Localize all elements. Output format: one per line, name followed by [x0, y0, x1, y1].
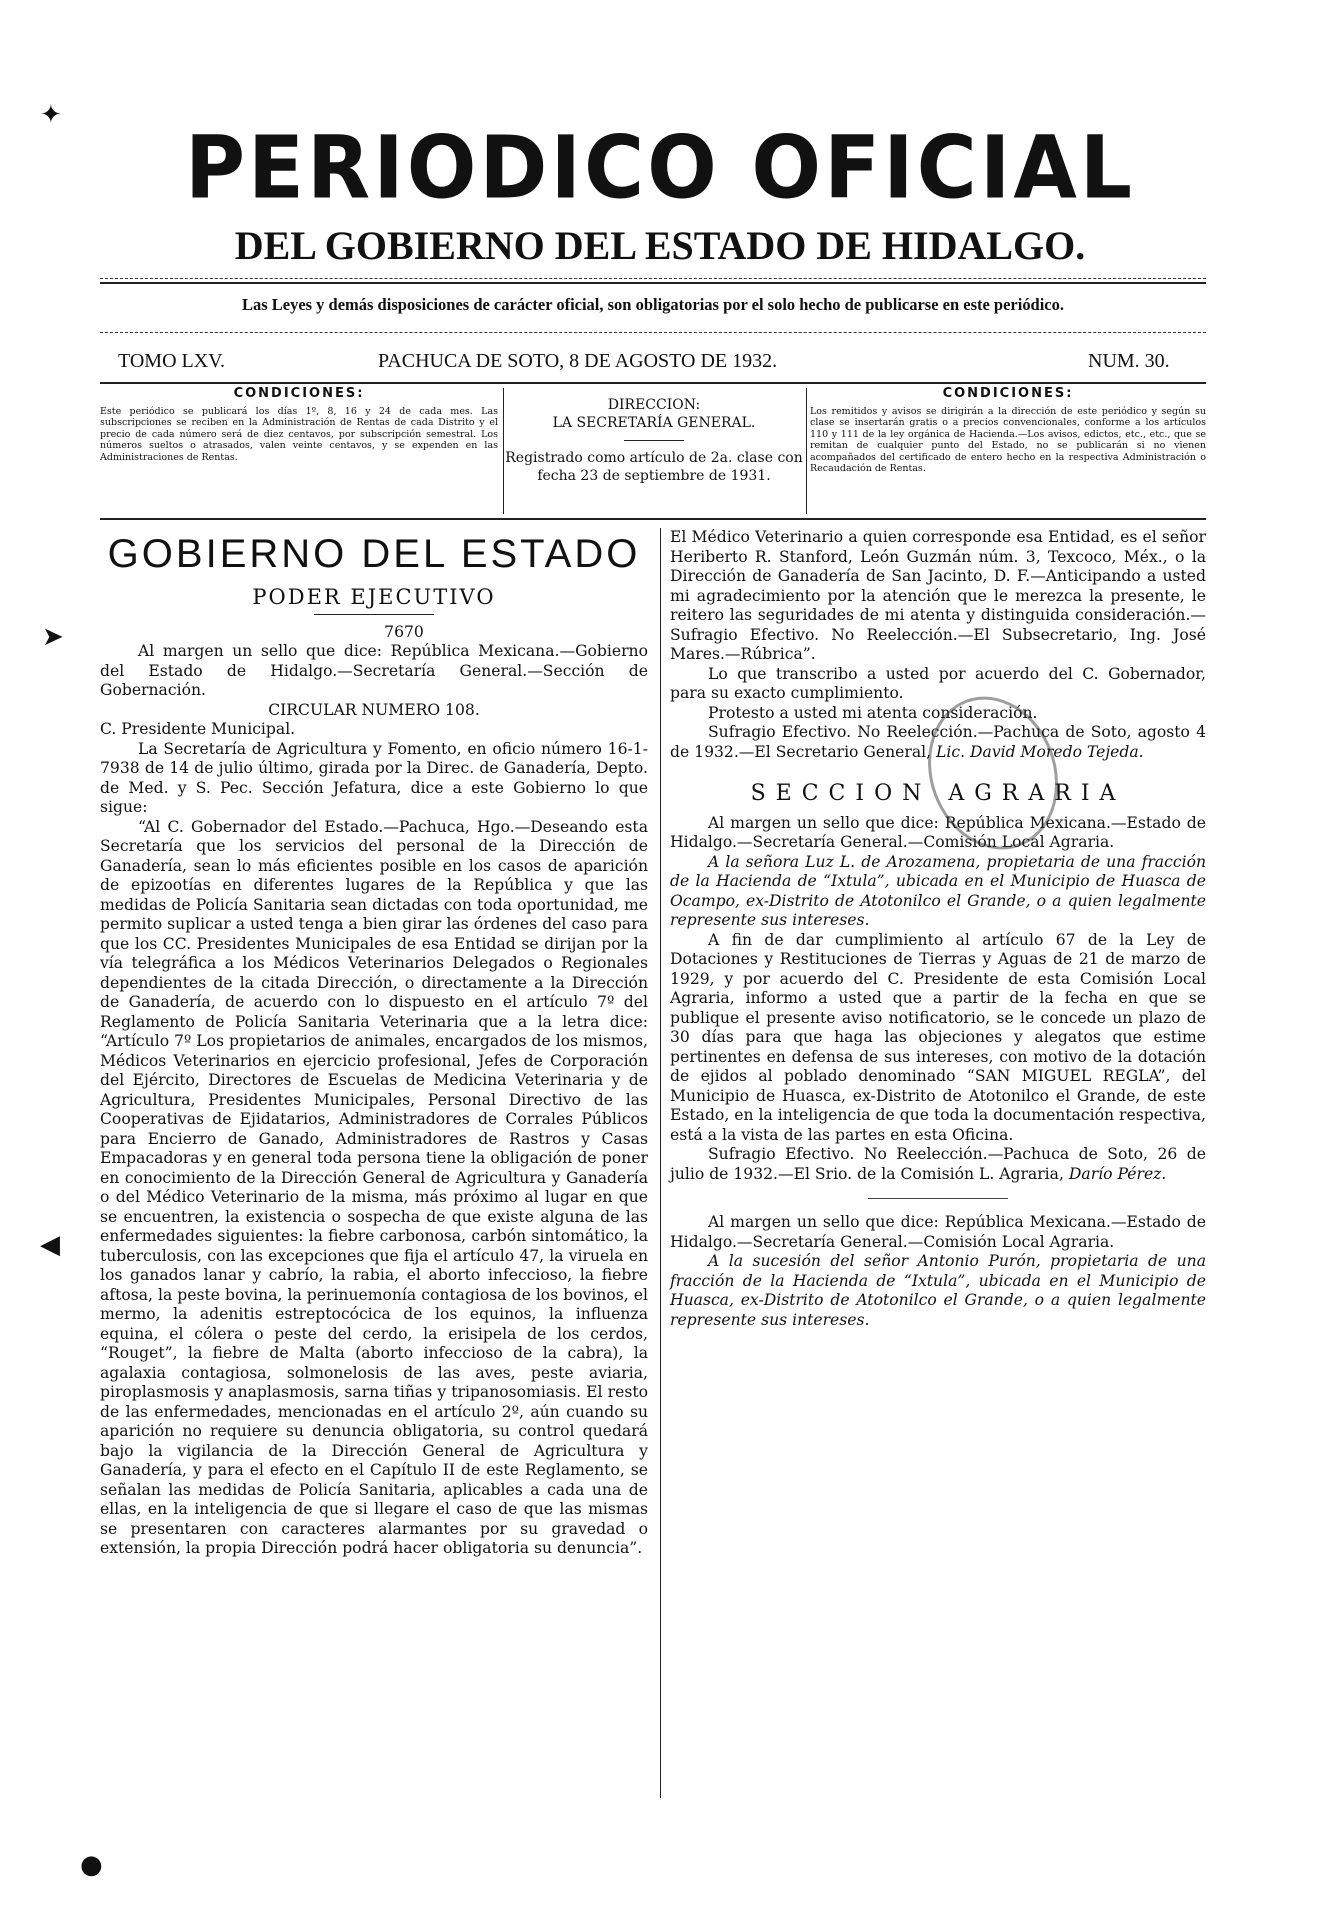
left-column — [100, 528, 648, 1559]
rule-notice — [100, 332, 1206, 333]
signature-name: Lic. David Moredo Tejeda. — [936, 742, 1144, 761]
rule-conditions — [100, 518, 1206, 520]
short-rule — [314, 614, 434, 615]
section-title-agraria: SECCION AGRARIA — [750, 781, 1126, 806]
column-divider — [660, 528, 661, 1798]
masthead-subtitle: DEL GOBIERNO DEL ESTADO DE HIDALGO. — [234, 223, 1086, 268]
signature-line: Sufragio Efectivo. No Reelección.—Pachuca de Soto, agosto 4 de 1932.—El Secretario General, — [670, 723, 1206, 761]
divider-2 — [806, 388, 807, 514]
right-column — [670, 528, 1206, 1330]
conditions-left — [100, 388, 498, 514]
margin-speck-icon: ✦ — [40, 100, 62, 130]
section-subtitle-poder: PODER EJECUTIVO — [252, 585, 496, 609]
rule-top-solid — [100, 282, 1206, 284]
direction-name: LA SECRETARÍA GENERAL. — [552, 415, 756, 431]
agraria-2-paragraph-1: Al margen un sello que dice: República Mexicana.—Estado de Hidalgo.—Secretaría General.—Comisión Local Agraria. — [670, 1213, 1206, 1251]
conditions-left-heading: CONDICIONES: — [233, 386, 365, 401]
direction-rule — [624, 440, 684, 441]
left-paragraph-1: Al margen un sello que dice: República Mexicana.—Gobierno del Estado de Hidalgo.—Secretaría General.—Sección de Gobernación. — [100, 642, 648, 699]
right-paragraph-3: Protesto a usted mi atenta consideración. — [708, 703, 1038, 722]
left-paragraph-2: La Secretaría de Agricultura y Fomento, en oficio número 16-1-7938 de 14 de julio último, girada por la Direc. de Ganadería, Depto. de Med. y S. Pec. Sección Jefatura, dice a este Gobierno lo que sigue: — [100, 739, 648, 816]
agraria-1-signature-name: Darío Pérez. — [1068, 1164, 1167, 1183]
agraria-1-signature-line: Sufragio Efectivo. No Reelección.—Pachuca de Soto, 26 de julio de 1932.—El Srio. de la Comisión L. Agraria, — [670, 1145, 1206, 1183]
document-number: 7670 — [384, 622, 424, 641]
direction-heading: DIRECCION: — [607, 397, 701, 413]
tomo-label: TOMO LXV. — [118, 350, 226, 372]
place-date: PACHUCA DE SOTO, 8 DE AGOSTO DE 1932. — [378, 350, 778, 372]
rule-top — [100, 278, 1206, 279]
masthead-title: PERIODICO OFICIAL — [184, 118, 1136, 219]
conditions-left-text: Este periódico se publicará los días 1º, 8, 16 y 24 de cada mes. Las subscripciones se reciben en la Administración de Rentas de cada Distrito y el precio de cada número será de diez centavos, por subscripción semestral. Los números sueltos o atrasados, valen veinte centavos, y se expenden en las Administraciones de Rentas. — [100, 405, 498, 463]
agraria-1-paragraph-4 — [670, 1145, 1206, 1184]
circular-heading: CIRCULAR NUMERO 108. — [268, 700, 480, 719]
margin-pointer-icon: ◀ — [40, 1230, 60, 1260]
right-paragraph-1: El Médico Veterinario a quien corresponde esa Entidad, es el señor Heriberto R. Stanford, León Guzmán núm. 3, Texcoco, Méx., o la Dirección de Ganadería de San Jacinto, D. F.—Anticipando a usted mi agradecimiento por la atención que le merezca la presente, le reitero las seguridades de mi atenta y distinguida consideración.—Sufragio Efectivo. No Reelección.—El Subsecretario, Ing. José Mares.—Rúbrica”. — [670, 528, 1206, 663]
conditions-right-text: Los remitidos y avisos se dirigirán a la dirección de este periódico y según su clase se insertarán gratis o a precios convencionales, conforme a los artículos 110 y 111 de la ley orgánica de Hacienda.—Los avisos, edictos, etc., etc., que se remitan de cualquier punto del Estado, no se publicarán si no vienen acompañados del certificado de entero hecho en la respectiva Administración o Recaudación de Rentas. — [810, 405, 1206, 474]
section-title-gobierno: GOBIERNO DEL ESTADO — [107, 532, 641, 576]
issue-number: NUM. 30. — [1088, 350, 1170, 372]
conditions-right — [810, 388, 1206, 514]
addressee: C. Presidente Municipal. — [100, 720, 296, 738]
article-separator — [868, 1198, 1008, 1199]
agraria-1-addressee: A la señora Luz L. de Arozamena, propietaria de una fracción de la Hacienda de “Ixtula”, ubicada en el Municipio de Huasca de Ocampo, ex-Distrito de Atotonilco el Grande, o a quien legalmente represente sus intereses. — [670, 852, 1206, 929]
agraria-1-paragraph-3: A fin de dar cumplimiento al artículo 67 de la Ley de Dotaciones y Restituciones de Tierras y Aguas de 21 de marzo de 1929, y por acuerdo del C. Presidente de esta Comisión Local Agraria, informo a usted que a partir de la fecha en que se publique el presente aviso notificatorio, se le concede un plazo de 30 días para que haga las objeciones y alegatos que estime pertinentes en defensa de sus intereses, con motivo de la dotación de ejidos al poblado denominado “SAN MIGUEL REGLA”, del Municipio de Huasca, ex-Distrito de Atotonilco el Grande, de este Estado, en la inteligencia de que toda la documentación respectiva, está a la vista de las partes en esta Oficina. — [670, 930, 1206, 1144]
right-paragraph-2: Lo que transcribo a usted por acuerdo del C. Gobernador, para su exacto cumplimiento. — [670, 664, 1206, 702]
rule-meta — [100, 382, 1206, 384]
agraria-1-paragraph-1: Al margen un sello que dice: República Mexicana.—Estado de Hidalgo.—Secretaría General.—Comisión Local Agraria. — [670, 813, 1206, 851]
conditions-right-heading: CONDICIONES: — [942, 386, 1074, 401]
agraria-1-paragraph-2 — [670, 853, 1206, 931]
agraria-2-paragraph-2 — [670, 1252, 1206, 1330]
agraria-2-addressee: A la sucesión del señor Antonio Purón, propietaria de una fracción de la Hacienda de “Ixtula”, ubicada en el Municipio de Huasca, ex-Distrito de Atotonilco el Grande, o a quien legalmente represente sus intereses. — [670, 1252, 1206, 1329]
margin-blot-icon: ● — [80, 1850, 103, 1880]
margin-arrow-icon: ➤ — [42, 622, 64, 652]
direction-box — [505, 396, 803, 485]
legal-notice: Las Leyes y demás disposiciones de carácter oficial, son obligatorias por el solo hecho de publicarse en este periódico. — [241, 295, 1065, 314]
divider-1 — [503, 388, 504, 514]
direction-registration: Registrado como artículo de 2a. clase con fecha 23 de septiembre de 1931. — [505, 450, 803, 484]
left-paragraph-3: “Al C. Gobernador del Estado.—Pachuca, Hgo.—Deseando esta Secretaría que los servicios del personal de la Dirección de Ganadería, sean lo más eficientes posible en los casos de aparición de epizootías en diferentes lugares de la República y que las medidas de Policía Sanitaria sean dictadas con toda oportunidad, me permito suplicar a usted tenga a bien girar las órdenes del caso para que los CC. Presidentes Municipales de esa Entidad se dirijan por la vía telegráfica a los Médicos Veterinarios Delegados o Regionales dependientes de la citada Dirección, o directamente a la Dirección de Ganadería, de acuerdo con lo dispuesto en el artículo 7º del Reglamento de Policía Sanitaria Veterinaria que a la letra dice: “Artículo 7º Los propietarios de animales, encargados de los mismos, Médicos Veterinarios en ejercicio profesional, Jefes de Corporación del Ejército, Directores de Escuelas de Medicina Veterinaria y de Agricultura, Presidentes Municipales, Personal Directivo de las Cooperativas de Ejidatarios, Administradores de Corrales Públicos para Encierro de Ganado, Administradores de Rastros y Casas Empacadoras y en general toda persona tiene la obligación de poner en conocimiento de la Dirección General de Agricultura y Ganadería o del Médico Veterinario de la misma, más próximo al lugar en que se encuentren, la existencia o sospecha de que existe alguna de las enfermedades siguientes: la fiebre carbonosa, carbón sintomático, la tuberculosis, con las excepciones que fija el artículo 47, la viruela en los ganados lanar y cabrío, la rabia, el aborto infeccioso, la fiebre aftosa, la peste bovina, la perinuemonía contagiosa de los bovinos, el mermo, la adenitis estreptocócica de los equinos, la influenza equina, el cólera o peste del cerdo, la erisipela de los cerdos, “Rouget”, la fiebre de Malta (aborto infeccioso de la cabra), la agalaxia contagiosa, solmonelosis de las aves, peste aviaria, piroplasmosis y anaplasmosis, sarna tiñas y tripanosomiasis. El resto de las enfermedades, mencionadas en el artículo 2º, aún cuando su aparición no requiere su denuncia obligatoria, su control quedará bajo la vigilancia de la Dirección General de Agricultura y Ganadería, y para el efecto en el Capítulo II de este Reglamento, se señalan las medidas de Policía Sanitaria, aplicables a cada una de ellas, en la inteligencia de que si llegare el caso de que las mismas se presentaren con caracteres alarmantes por su gravedad o extensión, la propia Dirección podrá hacer obligatoria su denuncia”. — [100, 817, 648, 1557]
